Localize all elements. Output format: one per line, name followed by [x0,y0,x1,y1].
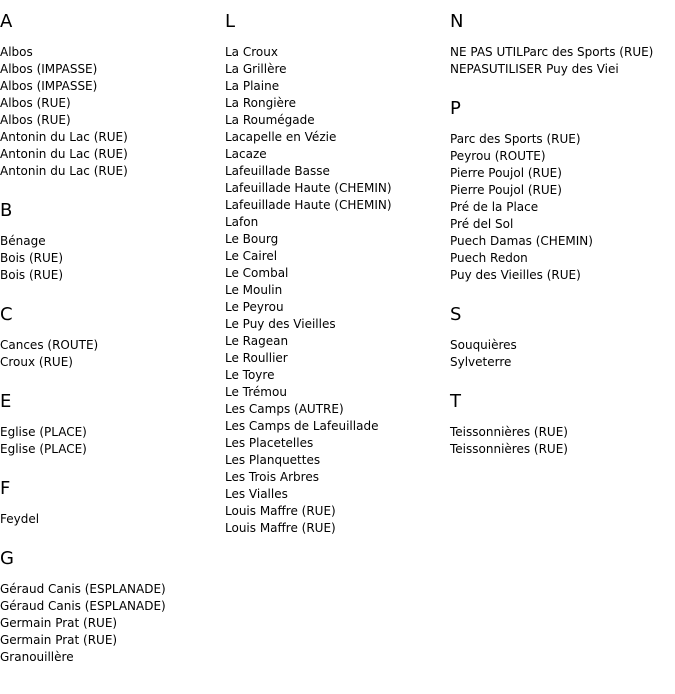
street-entry-link[interactable]: Parc des Sports (RUE) [450,132,581,146]
letter-section [225,10,447,537]
letter-section [450,390,675,458]
letter-section [450,97,675,284]
street-entry-link[interactable]: Albos (RUE) [0,113,71,127]
street-entry-link[interactable]: Lafeuillade Basse [225,164,330,178]
street-entry-link[interactable]: Antonin du Lac (RUE) [0,164,128,178]
street-entry-link[interactable]: Pré de la Place [450,200,539,214]
street-entry-link[interactable]: Bénage [0,234,46,248]
street-entry-link[interactable]: Géraud Canis (ESPLANADE) [0,582,166,596]
street-entry-link[interactable]: Germain Prat (RUE) [0,633,118,647]
section-letter-heading: G [0,548,14,569]
section-letter-heading: L [225,11,236,32]
street-entry-link[interactable]: Germain Prat (RUE) [0,616,118,630]
street-entry-link[interactable]: Lafeuillade Haute (CHEMIN) [225,198,392,212]
street-entry-link[interactable]: Bois (RUE) [0,251,64,265]
street-entry-link[interactable]: Les Placetelles [225,436,314,450]
letter-section [0,547,222,666]
street-entry-link[interactable]: Puech Damas (CHEMIN) [450,234,593,248]
letter-section [450,10,675,78]
street-entry-link[interactable]: La Rongière [225,96,296,110]
street-entry-link[interactable]: Antonin du Lac (RUE) [0,147,128,161]
street-entry-link[interactable]: Albos (IMPASSE) [0,79,98,93]
street-entry-link[interactable]: Le Moulin [225,283,283,297]
street-entry-link[interactable]: Louis Maffre (RUE) [225,521,336,535]
street-entry-link[interactable]: Lafon [225,215,259,229]
street-entry-link[interactable]: Louis Maffre (RUE) [225,504,336,518]
street-entry-link[interactable]: Géraud Canis (ESPLANADE) [0,599,166,613]
street-entry-link[interactable]: Lafeuillade Haute (CHEMIN) [225,181,392,195]
letter-section [0,10,222,180]
street-entry-link[interactable]: Pierre Poujol (RUE) [450,166,562,180]
street-entry-link[interactable]: Puech Redon [450,251,528,265]
section-letter-heading: F [0,478,11,499]
street-list [0,337,222,371]
street-entry-link[interactable]: Le Roullier [225,351,288,365]
street-entry-link[interactable]: NE PAS UTILParc des Sports (RUE) [450,45,654,59]
street-list [225,44,447,537]
letter-section [0,199,222,284]
street-entry-link[interactable]: Albos [0,45,33,59]
street-list [450,424,675,458]
street-entry-link[interactable]: Albos (IMPASSE) [0,62,98,76]
street-list [0,44,222,180]
street-entry-link[interactable]: Le Toyre [225,368,275,382]
section-letter-heading: B [0,200,13,221]
street-entry-link[interactable]: La Croux [225,45,278,59]
section-letter-heading: S [450,304,462,325]
street-entry-link[interactable]: Teissonnières (RUE) [450,425,568,439]
street-entry-link[interactable]: Sylveterre [450,355,512,369]
street-entry-link[interactable]: La Grillère [225,62,287,76]
section-letter-heading: T [450,391,461,412]
street-entry-link[interactable]: Croux (RUE) [0,355,73,369]
street-entry-link[interactable]: Peyrou (ROUTE) [450,149,546,163]
street-entry-link[interactable]: Les Camps de Lafeuillade [225,419,379,433]
street-entry-link[interactable]: La Plaine [225,79,280,93]
street-entry-link[interactable]: Feydel [0,512,40,526]
index-column [0,10,222,685]
street-entry-link[interactable]: Eglise (PLACE) [0,425,87,439]
street-entry-link[interactable]: Souquières [450,338,517,352]
street-list [0,233,222,284]
letter-section [0,303,222,371]
street-entry-link[interactable]: La Roumégade [225,113,315,127]
street-entry-link[interactable]: Les Planquettes [225,453,321,467]
letter-section [450,303,675,371]
street-entry-link[interactable]: Le Cairel [225,249,278,263]
street-entry-link[interactable]: Antonin du Lac (RUE) [0,130,128,144]
street-list [0,424,222,458]
letter-section [0,390,222,458]
street-entry-link[interactable]: Les Trois Arbres [225,470,319,484]
street-entry-link[interactable]: Les Camps (AUTRE) [225,402,344,416]
street-entry-link[interactable]: Albos (RUE) [0,96,71,110]
street-entry-link[interactable]: Le Peyrou [225,300,284,314]
street-list [0,511,222,528]
street-entry-link[interactable]: Le Bourg [225,232,279,246]
street-entry-link[interactable]: Le Puy des Vieilles [225,317,336,331]
street-entry-link[interactable]: Granouillère [0,650,74,664]
street-entry-link[interactable]: Les Vialles [225,487,288,501]
index-column [225,10,447,556]
street-entry-link[interactable]: Le Trémou [225,385,287,399]
street-list [450,44,675,78]
street-entry-link[interactable]: Puy des Vieilles (RUE) [450,268,581,282]
index-column [450,10,675,477]
street-entry-link[interactable]: Pierre Poujol (RUE) [450,183,562,197]
street-entry-link[interactable]: Lacapelle en Vézie [225,130,337,144]
street-entry-link[interactable]: Lacaze [225,147,267,161]
section-letter-heading: P [450,98,461,119]
street-entry-link[interactable]: Bois (RUE) [0,268,64,282]
street-entry-link[interactable]: Le Combal [225,266,289,280]
section-letter-heading: N [450,11,464,32]
street-list [0,581,222,666]
street-entry-link[interactable]: NEPASUTILISER Puy des Viei [450,62,619,76]
section-letter-heading: C [0,304,13,325]
street-entry-link[interactable]: Le Ragean [225,334,289,348]
letter-section [0,477,222,528]
section-letter-heading: A [0,11,13,32]
section-letter-heading: E [0,391,12,412]
street-entry-link[interactable]: Pré del Sol [450,217,514,231]
street-entry-link[interactable]: Cances (ROUTE) [0,338,99,352]
street-list [450,131,675,284]
street-entry-link[interactable]: Teissonnières (RUE) [450,442,568,456]
street-entry-link[interactable]: Eglise (PLACE) [0,442,87,456]
street-list [450,337,675,371]
